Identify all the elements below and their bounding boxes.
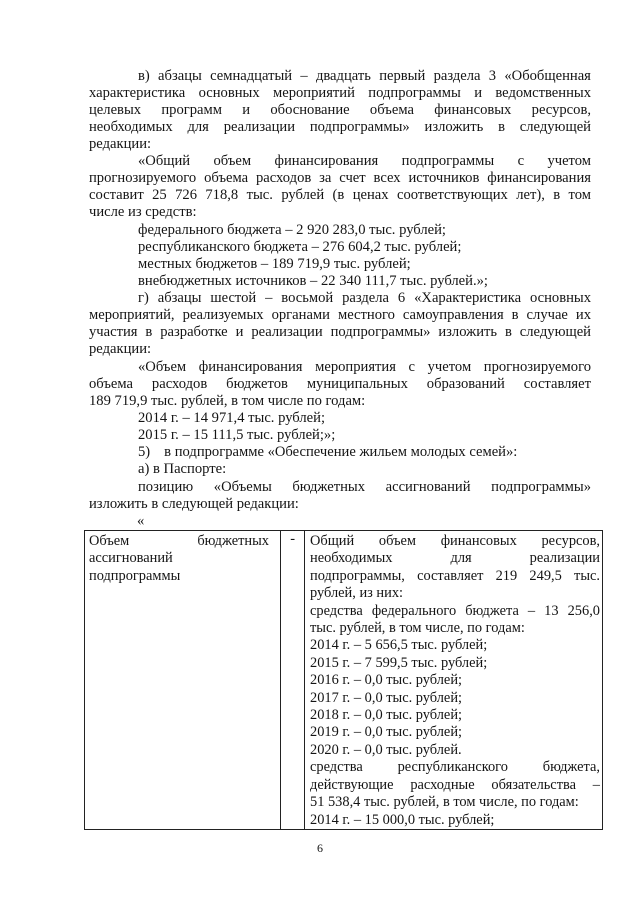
label-line-2: ассигнований bbox=[89, 550, 173, 567]
content-line: тыс. рублей, в том числе, по годам: bbox=[310, 620, 525, 637]
funding-federal: федерального бюджета – 2 920 283,0 тыс. рублей; bbox=[138, 222, 446, 238]
year-2015: 2015 г. – 15 111,5 тыс. рублей;»; bbox=[138, 427, 336, 443]
dash-cell bbox=[281, 531, 305, 830]
content-line: 2015 г. – 7 599,5 тыс. рублей; bbox=[310, 654, 488, 671]
text-segment: раздела bbox=[433, 68, 481, 84]
total-funding-line-2: прогнозируемого объема расходов за счет всех источников финансирования bbox=[89, 170, 591, 186]
position-line-1: позицию «Объемы бюджетных ассигнований подпрограммы» bbox=[138, 479, 591, 495]
content-line: 2020 г. – 0,0 тыс. рублей. bbox=[310, 741, 462, 758]
funding-extrabudgetary: внебюджетных источников – 22 340 111,7 тыс. рублей.»; bbox=[138, 273, 488, 289]
paragraph-v-line-2: характеристика основных мероприятий подпрограммы и ведомственных bbox=[89, 85, 591, 101]
municipal-line-1: «Объем финансирования мероприятия с учетом прогнозируемого bbox=[138, 359, 591, 375]
content-line: рублей, из них: bbox=[310, 585, 404, 602]
paragraph-g-line-3: участия в разработке и реализации подпрограммы» изложить в следующей bbox=[89, 324, 591, 340]
content-line: 2014 г. – 15 000,0 тыс. рублей; bbox=[310, 811, 495, 828]
content-line: 2014 г. – 5 656,5 тыс. рублей; bbox=[310, 637, 488, 654]
item-a: а) в Паспорте: bbox=[138, 461, 227, 477]
total-funding-line-4: числе из средств: bbox=[89, 204, 197, 220]
paragraph-g-line-1: г) абзацы шестой – восьмой раздела 6 «Характеристика основных bbox=[138, 290, 591, 306]
text-segment: в) bbox=[138, 68, 150, 84]
table-row bbox=[85, 531, 603, 830]
label-line-3: подпрограммы bbox=[89, 567, 181, 584]
dash-mark: - bbox=[290, 531, 296, 547]
municipal-line-2: объема расходов бюджетов муниципальных образований составляет bbox=[89, 376, 591, 392]
total-funding-line-3: составит 25 726 718,8 тыс. рублей (в ценах соответствующих лет), в том bbox=[89, 187, 591, 203]
total-funding-line-1: «Общий объем финансирования подпрограммы с учетом bbox=[138, 153, 591, 169]
text-segment: двадцать bbox=[315, 68, 371, 84]
page-number: 6 bbox=[317, 841, 323, 855]
content-line: необходимых для реализации bbox=[310, 550, 600, 567]
content-line: 2018 г. – 0,0 тыс. рублей; bbox=[310, 707, 463, 724]
funding-local: местных бюджетов – 189 719,9 тыс. рублей; bbox=[138, 256, 411, 272]
paragraph-g-line-4: редакции: bbox=[89, 341, 152, 357]
item-5-text: в подпрограмме «Обеспечение жильем молодых семей»: bbox=[164, 444, 518, 460]
paragraph-v-line-3: целевых программ и обоснование объема финансовых ресурсов, bbox=[89, 102, 591, 118]
funding-republican: республиканского бюджета – 276 604,2 тыс. рублей; bbox=[138, 239, 462, 255]
paragraph-v-line-5: редакции: bbox=[89, 136, 152, 152]
item-5 bbox=[138, 444, 517, 461]
content-line: 2019 г. – 0,0 тыс. рублей; bbox=[310, 724, 463, 741]
text-segment: 3 bbox=[488, 68, 497, 84]
item-5-number: 5) bbox=[138, 444, 151, 460]
content-line: 2016 г. – 0,0 тыс. рублей; bbox=[310, 672, 463, 689]
text-segment: – bbox=[300, 68, 308, 84]
label-line-1: Объем бюджетных bbox=[89, 533, 269, 549]
content-line: средства республиканского бюджета, bbox=[310, 759, 600, 776]
content-cell bbox=[305, 531, 603, 830]
content-line: средства федерального бюджета – 13 256,0 bbox=[310, 602, 600, 619]
paragraph-g-line-2: мероприятий, реализуемых органами местного самоуправления в случае их bbox=[89, 307, 591, 323]
text-segment: абзацы bbox=[158, 68, 202, 84]
content-line: действующие расходные обязательства – bbox=[310, 776, 600, 793]
content-line: подпрограммы, составляет 219 249,5 тыс. bbox=[310, 567, 600, 584]
label-cell bbox=[85, 531, 281, 830]
passport-table bbox=[84, 530, 603, 830]
position-line-2: изложить в следующей редакции: bbox=[89, 496, 299, 512]
text-segment: семнадцатый bbox=[210, 68, 293, 84]
opening-quote-mark: « bbox=[137, 513, 145, 529]
content-line: 51 538,4 тыс. рублей, в том числе, по годам: bbox=[310, 794, 579, 811]
text-segment: первый bbox=[379, 68, 426, 84]
content-line: 2017 г. – 0,0 тыс. рублей; bbox=[310, 689, 463, 706]
year-2014: 2014 г. – 14 971,4 тыс. рублей; bbox=[138, 410, 325, 426]
text-segment: «Обобщенная bbox=[504, 68, 591, 84]
municipal-line-3: 189 719,9 тыс. рублей, в том числе по годам: bbox=[89, 393, 366, 409]
paragraph-v-line-4: необходимых для реализации подпрограммы» изложить в следующей bbox=[89, 119, 591, 135]
content-line: Общий объем финансовых ресурсов, bbox=[310, 533, 600, 549]
paragraph-v-line-1 bbox=[138, 68, 591, 85]
